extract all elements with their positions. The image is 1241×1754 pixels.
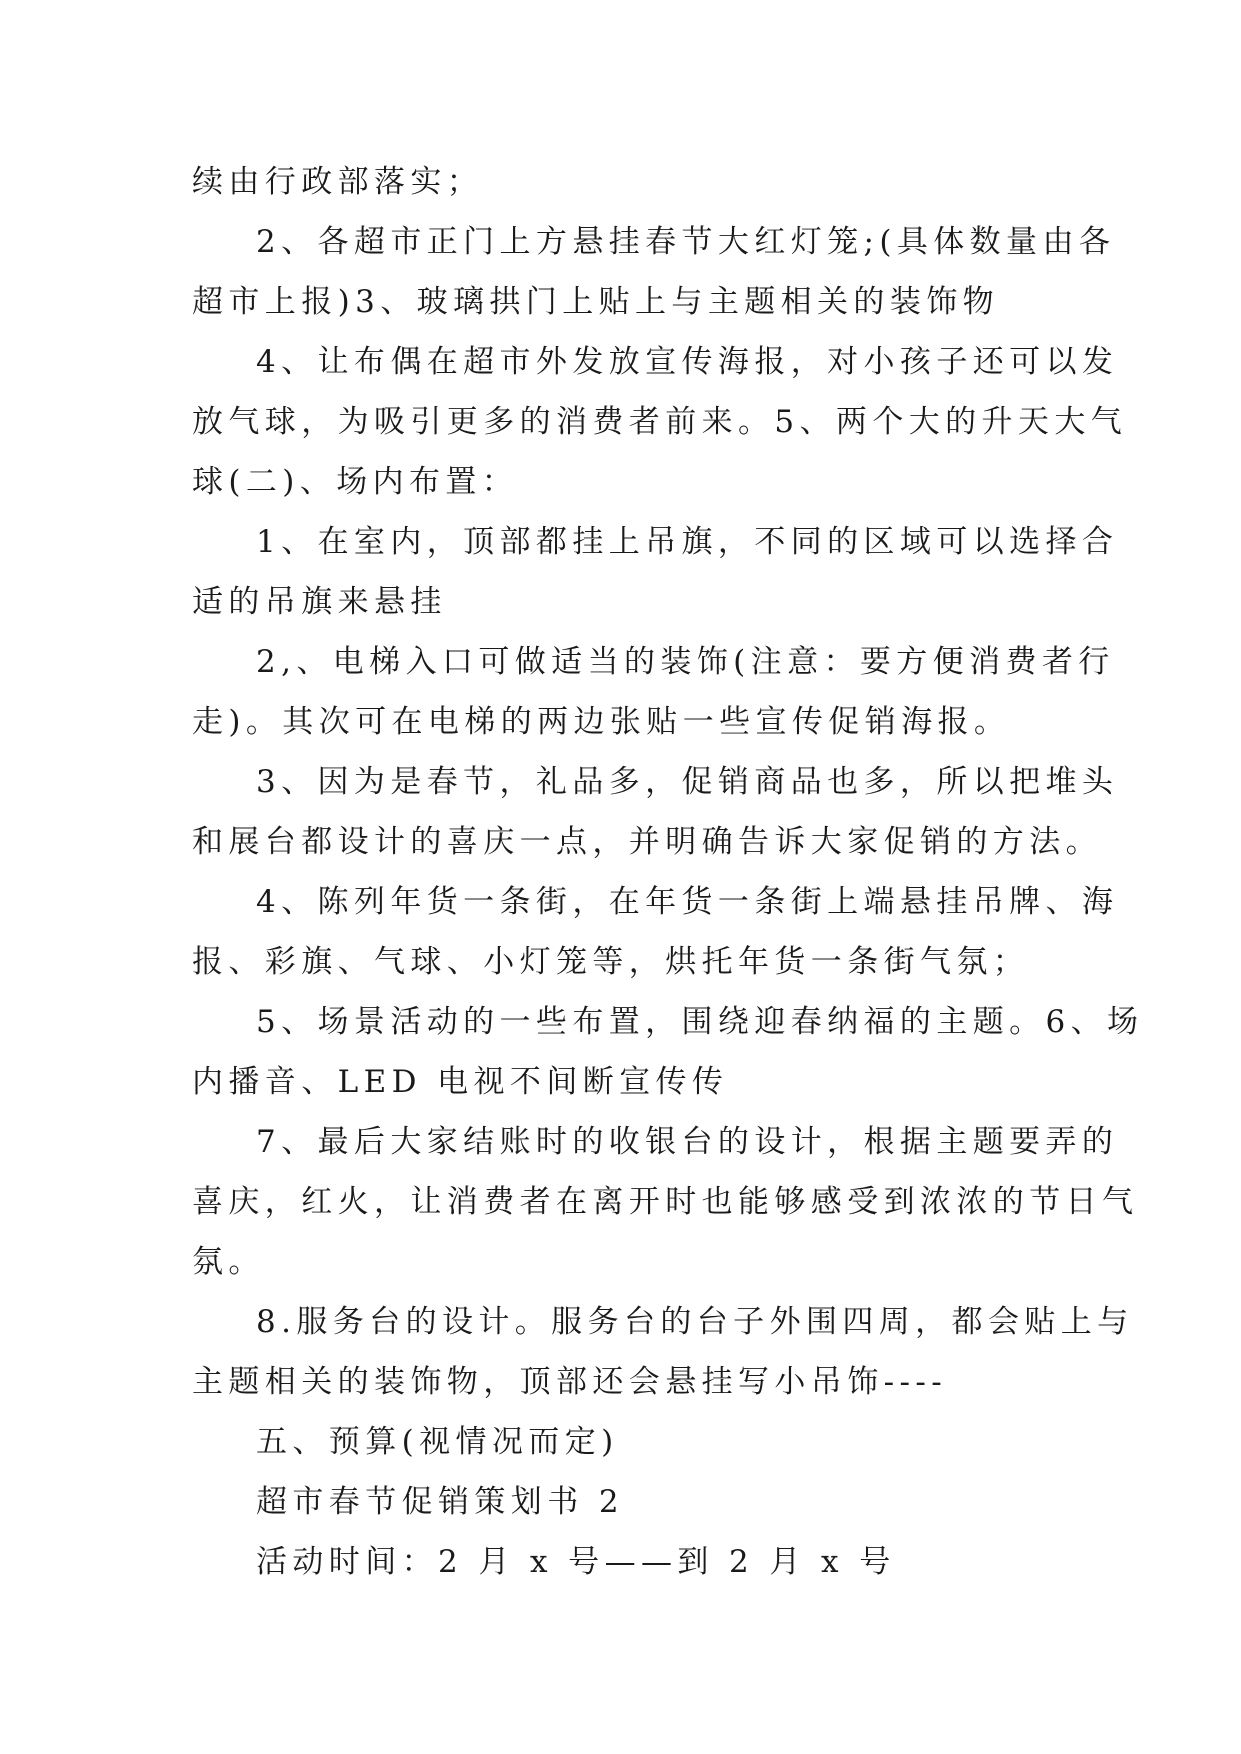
text-line: 7、最后大家结账时的收银台的设计，根据主题要弄的 <box>256 1124 1119 1160</box>
text-line: 喜庆，红火，让消费者在离开时也能够感受到浓浓的节日气 <box>192 1184 1139 1220</box>
text-line: 适的吊旗来悬挂 <box>192 584 447 620</box>
text-line: 续由行政部落实； <box>192 164 484 200</box>
text-line: 4、让布偶在超市外发放宣传海报，对小孩子还可以发 <box>256 344 1119 380</box>
section-heading: 五、预算(视情况而定) <box>256 1424 619 1460</box>
text-line: 和展台都设计的喜庆一点，并明确告诉大家促销的方法。 <box>192 824 1102 860</box>
text-line: 3、因为是春节，礼品多，促销商品也多，所以把堆头 <box>256 764 1119 800</box>
document-title: 超市春节促销策划书 2 <box>256 1484 624 1520</box>
text-line: 放气球，为吸引更多的消费者前来。5、两个大的升天大气 <box>192 404 1128 440</box>
text-line: 1、在室内，顶部都挂上吊旗，不同的区域可以选择合 <box>256 524 1119 560</box>
text-line: 内播音、LED 电视不间断宣传传 <box>192 1064 729 1100</box>
text-line: 2,、电梯入口可做适当的装饰(注意：要方便消费者行 <box>256 644 1115 680</box>
text-line: 超市上报)3、玻璃拱门上贴上与主题相关的装饰物 <box>192 284 1000 320</box>
text-line: 4、陈列年货一条街，在年货一条街上端悬挂吊牌、海 <box>256 884 1119 920</box>
text-line: 活动时间：2 月 x 号——到 2 月 x 号 <box>256 1544 896 1580</box>
text-line: 2、各超市正门上方悬挂春节大红灯笼;(具体数量由各 <box>256 224 1116 260</box>
text-line: 5、场景活动的一些布置，围绕迎春纳福的主题。6、场 <box>256 1004 1144 1040</box>
document-body <box>192 152 1144 1592</box>
text-line: 走)。其次可在电梯的两边张贴一些宣传促销海报。 <box>192 704 1011 740</box>
text-line: 报、彩旗、气球、小灯笼等，烘托年货一条街气氛； <box>192 944 1030 980</box>
text-line: 氛。 <box>192 1244 265 1280</box>
text-line: 球(二)、场内布置： <box>192 464 519 500</box>
text-line: 主题相关的装饰物，顶部还会悬挂写小吊饰---- <box>192 1364 948 1400</box>
text-line: 8.服务台的设计。服务台的台子外围四周，都会贴上与 <box>256 1304 1134 1340</box>
